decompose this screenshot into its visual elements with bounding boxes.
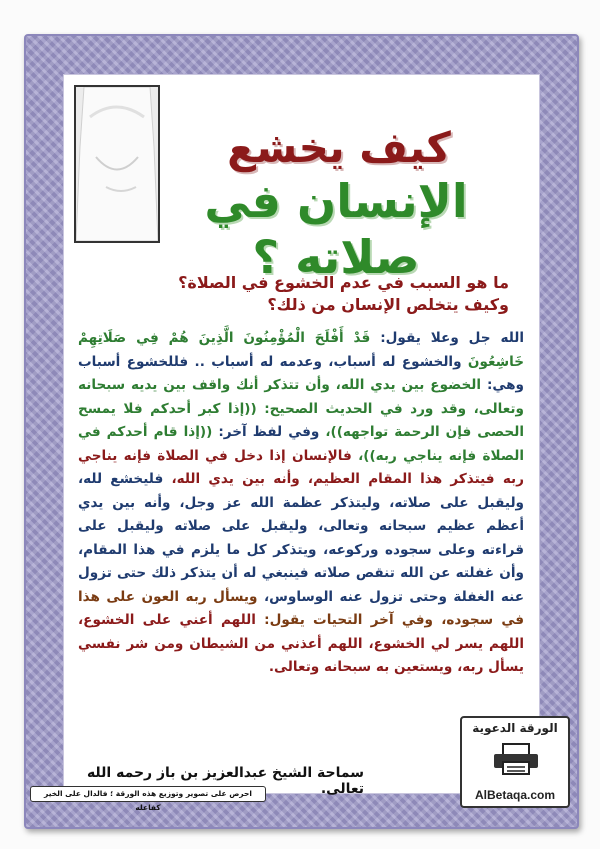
praying-person-photo: [74, 85, 160, 243]
question-line-2: وكيف يتخلص الإنسان من ذلك؟: [267, 295, 509, 314]
hadith-2: ((إذا قام أحدكم في الصلاة فإنه يناجي ربه))،: [78, 424, 524, 464]
albetaqa-logo: [460, 716, 570, 808]
title-line-2: الإنسان في صلاته ؟: [204, 174, 468, 284]
body-sentence-10: ويتذكر كل ما يلزم في هذا المقام، وأن غفلته عن الله تنقص صلاته فينبغي له أن يتذكر ذلك حتى تزول عنه الغفلة وحتى تزول عنه الوساوس،: [78, 541, 524, 605]
body-sentence-4: الخضوع بين يدي الله، وأن تتذكر أنك واقف بين يديه سبحانه وتعالى، وقد ورد في الحديث الصحيح:: [78, 377, 524, 417]
praying-person-image: [76, 87, 158, 241]
logo-site: AlBetaqa.com: [474, 788, 556, 802]
dua-text: اللهم أعني على الخشوع، اللهم يسر لي الخشوع، اللهم أعذني من الشيطان ومن شر نفسي يسأل ربه، ويستعين به سبحانه وتعالى.: [78, 612, 524, 675]
body-sentence-9: فليخشع لله، وليقبل على صلاته، وليتذكر عظمة الله عز وجل، وأنه بين يدي أعظم عظيم سبحانه وتعالى، وليقبل على صلاته وليقبل على قراءته وعلى سجوده وركوعه،: [78, 471, 525, 558]
body-sentence-6: وفي لفظ آخر:: [218, 424, 320, 440]
logo-title: الورقة الدعوية: [472, 721, 558, 735]
question-line-1: ما هو السبب في عدم الخشوع في الصلاة؟: [178, 273, 509, 292]
printer-icon: [491, 742, 541, 776]
hadith-1: ((إذا كبر أحدكم فلا يمسح الحصى فإن الرحمة تواجهه))،: [78, 400, 524, 440]
signature: سماحة الشيخ عبدالعزيز بن باز رحمه الله تعالى.: [86, 765, 364, 797]
body-sentence-8: فالإنسان إذا دخل في الصلاة فإنه يناجي ربه فيتذكر هذا المقام العظيم، وأنه بين يدي الله،: [78, 447, 524, 487]
decorative-frame: [24, 34, 579, 829]
quran-verse: قَدْ أَفْلَحَ الْمُؤْمِنُونَ الَّذِينَ هُمْ فِي صَلَاتِهِمْ خَاشِعُونَ: [78, 330, 524, 370]
body-sentence-1: الله جل وعلا يقول:: [380, 330, 525, 346]
article-body: [78, 327, 524, 680]
title-line-1: كيف يخشع: [227, 123, 451, 172]
body-sentence-11: ويسأل ربه العون على هذا في سجوده، وفي آخر التحيات يقول:: [78, 588, 524, 628]
body-sentence-3: والخشوع له أسباب، وعدمه له أسباب .. فللخشوع أسباب وهي:: [78, 353, 525, 393]
footer-note: احرص على تصوير وتوزيع هذه الورقة ؛ فالدال على الخير كفاعله: [30, 786, 266, 802]
